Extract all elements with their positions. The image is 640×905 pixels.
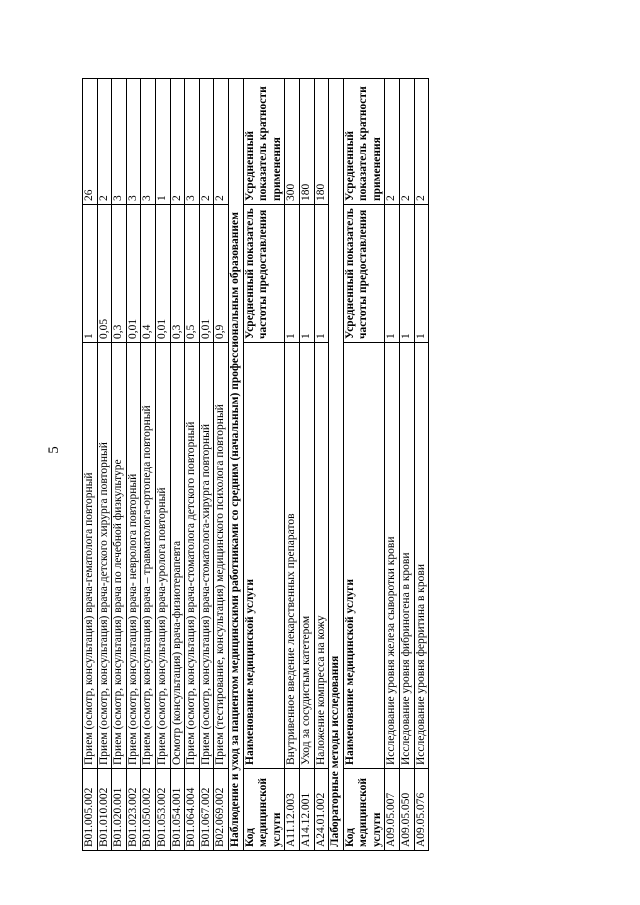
multiplicity-value: 180: [299, 79, 314, 205]
service-code: B01.010.002: [97, 769, 112, 851]
service-code: B01.023.002: [126, 769, 141, 851]
frequency-value: 1: [83, 205, 98, 343]
service-code: B02.069.002: [214, 769, 229, 851]
frequency-value: 1: [314, 205, 329, 343]
service-name: Прием (осмотр, консультация) врача-гематолога повторный: [83, 343, 98, 769]
table-header-row: [243, 79, 285, 851]
header-frequency: Усредненный показатель частоты предоставления: [243, 205, 285, 343]
service-name: Прием (осмотр, консультация) врача- невролога повторный: [126, 343, 141, 769]
section-title: Наблюдение и уход за пациентом медицинскими работниками со средним (начальным) профессиональным образованием: [228, 79, 243, 851]
service-code: B01.020.001: [112, 769, 127, 851]
table-row: [414, 79, 429, 851]
multiplicity-value: 2: [385, 79, 400, 205]
service-code: A24.01.002: [314, 769, 329, 851]
table-row: [83, 79, 98, 851]
frequency-value: 0,01: [155, 205, 170, 343]
service-code: B01.050.002: [141, 769, 156, 851]
frequency-value: 1: [285, 205, 300, 343]
section-title-row: [228, 79, 243, 851]
multiplicity-value: 2: [214, 79, 229, 205]
service-name: Исследование уровня фибриногена в крови: [400, 343, 415, 769]
table-row: [141, 79, 156, 851]
table-row: [314, 79, 329, 851]
service-code: A09.05.076: [414, 769, 429, 851]
table-row: [285, 79, 300, 851]
frequency-value: 1: [385, 205, 400, 343]
header-name: Наименование медицинской услуги: [243, 343, 285, 769]
frequency-value: 1: [400, 205, 415, 343]
table-row: [185, 79, 200, 851]
service-name: Прием (тестирование, консультация) медицинского психолога повторный: [214, 343, 229, 769]
frequency-value: 0,4: [141, 205, 156, 343]
table-header-row: [343, 79, 385, 851]
frequency-value: 0,3: [112, 205, 127, 343]
frequency-value: 0,9: [214, 205, 229, 343]
service-name: Прием (осмотр, консультация) врача-детского хирурга повторный: [97, 343, 112, 769]
service-code: A11.12.003: [285, 769, 300, 851]
services-table: [82, 78, 429, 851]
multiplicity-value: 3: [112, 79, 127, 205]
header-code: Код медицинской услуги: [243, 769, 285, 851]
multiplicity-value: 180: [314, 79, 329, 205]
table-row: [170, 79, 185, 851]
service-code: A09.05.007: [385, 769, 400, 851]
table-row: [97, 79, 112, 851]
service-name: Прием (осмотр, консультация) врача – травматолога-ортопеда повторный: [141, 343, 156, 769]
table-row: [126, 79, 141, 851]
service-code: B01.064.004: [185, 769, 200, 851]
frequency-value: 0,01: [126, 205, 141, 343]
frequency-value: 0,3: [170, 205, 185, 343]
multiplicity-value: 3: [126, 79, 141, 205]
frequency-value: 0,01: [199, 205, 214, 343]
section-title: Лабораторные методы исследования: [329, 79, 344, 851]
header-frequency: Усредненный показатель частоты предоставления: [343, 205, 385, 343]
service-code: B01.053.002: [155, 769, 170, 851]
multiplicity-value: 3: [185, 79, 200, 205]
table-row: [400, 79, 415, 851]
service-name: Исследование уровня ферритина в крови: [414, 343, 429, 769]
service-name: Уход за сосудистым катетером: [299, 343, 314, 769]
service-code: B01.005.002: [83, 769, 98, 851]
table-row: [385, 79, 400, 851]
service-code: A09.05.050: [400, 769, 415, 851]
table-row: [299, 79, 314, 851]
service-code: B01.067.002: [199, 769, 214, 851]
service-name: Прием (осмотр, консультация) врача-стоматолога детского повторный: [185, 343, 200, 769]
frequency-value: 0,05: [97, 205, 112, 343]
service-name: Прием (осмотр, консультация) врача по лечебной физкультуре: [112, 343, 127, 769]
service-name: Прием (осмотр, консультация) врача-уролога повторный: [155, 343, 170, 769]
header-name: Наименование медицинской услуги: [343, 343, 385, 769]
header-multiplicity: Усредненный показатель кратности применения: [343, 79, 385, 205]
table-row: [214, 79, 229, 851]
multiplicity-value: 2: [400, 79, 415, 205]
multiplicity-value: 2: [199, 79, 214, 205]
multiplicity-value: 300: [285, 79, 300, 205]
service-name: Внутривенное введение лекарственных препаратов: [285, 343, 300, 769]
table-row: [199, 79, 214, 851]
frequency-value: 1: [414, 205, 429, 343]
service-code: A14.12.001: [299, 769, 314, 851]
multiplicity-value: 26: [83, 79, 98, 205]
header-multiplicity: Усредненный показатель кратности применения: [243, 79, 285, 205]
service-code: B01.054.001: [170, 769, 185, 851]
section-title-row: [329, 79, 344, 851]
multiplicity-value: 1: [155, 79, 170, 205]
multiplicity-value: 2: [414, 79, 429, 205]
service-name: Наложение компресса на кожу: [314, 343, 329, 769]
frequency-value: 1: [299, 205, 314, 343]
service-name: Исследование уровня железа сыворотки крови: [385, 343, 400, 769]
page-number: 5: [46, 446, 62, 454]
multiplicity-value: 3: [141, 79, 156, 205]
table-row: [155, 79, 170, 851]
service-name: Осмотр (консультация) врача-физиотерапевта: [170, 343, 185, 769]
table-row: [112, 79, 127, 851]
multiplicity-value: 2: [170, 79, 185, 205]
header-code: Код медицинской услуги: [343, 769, 385, 851]
service-name: Прием (осмотр, консультация) врача-стоматолога-хирурга повторный: [199, 343, 214, 769]
rotated-page-content: [82, 79, 630, 851]
frequency-value: 0,5: [185, 205, 200, 343]
multiplicity-value: 2: [97, 79, 112, 205]
